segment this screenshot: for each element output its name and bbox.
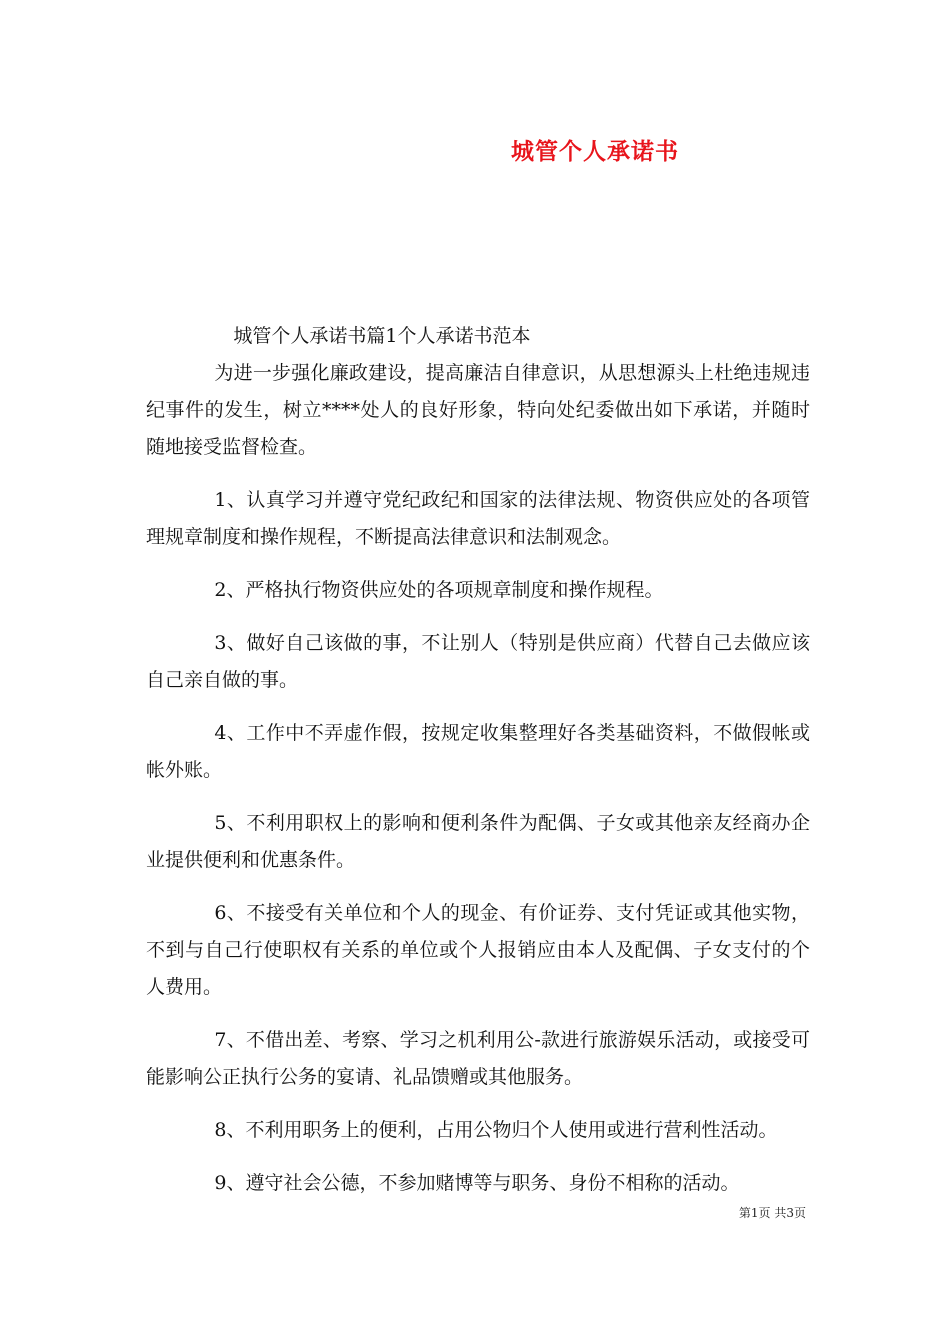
document-title: 城管个人承诺书 [511,138,679,165]
page-number: 第1页 共3页 [738,1206,806,1220]
paragraph-item-1: 1、认真学习并遵守党纪政纪和国家的法律法规、物资供应处的各项管理规章制度和操作规程，不断提高法律意识和法制观念。 [146,489,810,548]
document-subtitle: 城管个人承诺书篇1个人承诺书范本 [233,325,531,347]
document-body [146,318,810,1202]
paragraph-item-3: 3、做好自己该做的事，不让别人（特别是供应商）代替自己去做应该自己亲自做的事。 [146,632,810,691]
paragraph-item-7: 7、不借出差、考察、学习之机利用公-款进行旅游娱乐活动，或接受可能影响公正执行公务的宴请、礼品馈赠或其他服务。 [146,1029,810,1088]
paragraph-item-6: 6、不接受有关单位和个人的现金、有价证券、支付凭证或其他实物，不到与自己行使职权有关系的单位或个人报销应由本人及配偶、子女支付的个人费用。 [146,902,810,998]
paragraph-item-8: 8、不利用职务上的便利，占用公物归个人使用或进行营利性活动。 [214,1119,778,1141]
paragraph-intro: 为进一步强化廉政建设，提高廉洁自律意识，从思想源头上杜绝违规违纪事件的发生，树立****处人的良好形象，特向处纪委做出如下承诺，并随时随地接受监督检查。 [146,362,810,458]
paragraph-item-5: 5、不利用职权上的影响和便利条件为配偶、子女或其他亲友经商办企业提供便利和优惠条件。 [146,812,810,871]
paragraph-item-2: 2、严格执行物资供应处的各项规章制度和操作规程。 [214,579,664,601]
paragraph-item-4: 4、工作中不弄虚作假，按规定收集整理好各类基础资料，不做假帐或帐外账。 [146,722,810,781]
paragraph-item-9: 9、遵守社会公德，不参加赌博等与职务、身份不相称的活动。 [214,1172,740,1194]
